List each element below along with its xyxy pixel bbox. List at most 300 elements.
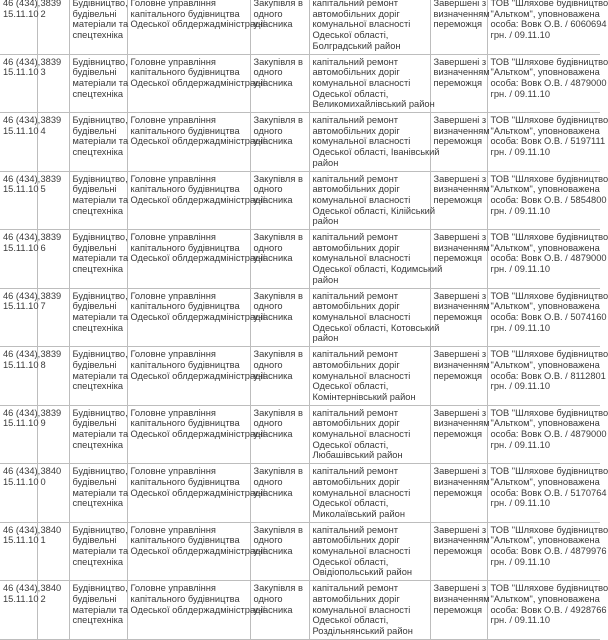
customer-cell-line: капітального будівництва xyxy=(130,125,240,136)
winner-cell-line: "Альтком", уповноважена xyxy=(490,359,600,370)
table-row xyxy=(0,464,600,523)
customer-cell-line: Одеської облдержадміністрації xyxy=(130,604,266,615)
status-cell-line: переможця xyxy=(433,429,483,440)
subject-cell-line: комунальної власності xyxy=(312,370,411,381)
subject-cell-line: капітальний ремонт xyxy=(312,466,399,477)
subject-cell-line: автомобільних доріг xyxy=(312,535,400,546)
issue-cell-line: 15.11.10 xyxy=(3,184,39,195)
subject-cell xyxy=(309,288,440,347)
customer-cell-line: капітального будівництва xyxy=(130,535,240,546)
category-cell-line: спецтехніка xyxy=(72,439,124,450)
subject-cell-line: капітальний ремонт xyxy=(312,173,399,184)
issue-cell-line: 15.11.10 xyxy=(3,476,39,487)
status-cell-line: Завершені з xyxy=(433,232,487,243)
procedure-cell-line: одного xyxy=(253,359,283,370)
category-cell-line: будівельні xyxy=(72,242,117,253)
subject-cell-line: автомобільних доріг xyxy=(312,359,400,370)
customer-cell-line: Одеської облдержадміністрації xyxy=(130,487,266,498)
issue-cell xyxy=(0,0,41,54)
category-cell-line: спецтехніка xyxy=(72,381,124,392)
status-cell xyxy=(430,171,490,230)
category-cell-line: матеріали та xyxy=(72,370,129,381)
customer-cell-line: Головне управління xyxy=(130,583,216,594)
customer-cell-line: Одеської облдержадміністрації xyxy=(130,370,266,381)
category-cell-line: Будівництво, xyxy=(72,583,128,594)
procedure-cell xyxy=(250,230,309,289)
winner-cell-line: ТОВ "Шляхове будівництво xyxy=(490,349,608,360)
subject-cell-line: Одеської області, xyxy=(312,556,389,567)
status-cell-line: Завершені з xyxy=(433,173,487,184)
procedure-cell-line: одного xyxy=(253,593,283,604)
category-cell-line: матеріали та xyxy=(72,429,129,440)
subject-cell-line: Миколаївський район xyxy=(312,508,405,519)
issue-cell-line: 15.11.10 xyxy=(3,125,39,136)
winner-cell-line: "Альтком", уповноважена xyxy=(490,125,600,136)
customer-cell xyxy=(127,171,266,230)
category-cell-line: матеріали та xyxy=(72,487,129,498)
procedure-cell-line: учасника xyxy=(253,136,293,147)
subject-cell xyxy=(309,347,430,406)
category-cell-line: Будівництво, xyxy=(72,115,128,126)
customer-cell xyxy=(127,54,266,113)
subject-cell-line: комунальної власності xyxy=(312,253,411,264)
status-cell xyxy=(430,464,490,523)
winner-cell-line: особа: Вовк О.В. / 5170764 xyxy=(490,487,607,498)
subject-cell-line: автомобільних доріг xyxy=(312,476,400,487)
subject-cell-line: Одеської області, Котовський xyxy=(312,322,440,333)
procedure-cell-line: Закупівля в xyxy=(253,349,303,360)
procedure-cell-line: Закупівля в xyxy=(253,232,303,243)
subject-cell-line: капітальний ремонт xyxy=(312,232,399,243)
issue-cell-line: 15.11.10 xyxy=(3,67,39,78)
issue-cell xyxy=(0,522,41,581)
status-cell-line: визначенням xyxy=(433,418,490,429)
issue-cell-line: 15.11.10 xyxy=(3,535,39,546)
table-row xyxy=(0,347,600,406)
winner-cell-line: "Альтком", уповноважена xyxy=(490,242,600,253)
status-cell xyxy=(430,347,490,406)
category-cell-line: спецтехніка xyxy=(72,615,124,626)
status-cell xyxy=(430,522,490,581)
winner-cell-line: грн. / 09.11.10 xyxy=(490,498,551,509)
subject-cell-line: капітальний ремонт xyxy=(312,583,399,594)
subject-cell-line: капітальний ремонт xyxy=(312,290,399,301)
issue-cell-line: 46 (434), xyxy=(3,349,41,360)
customer-cell-line: Головне управління xyxy=(130,290,216,301)
customer-cell-line: Одеської облдержадміністрації xyxy=(130,429,266,440)
status-cell-line: Завершені з xyxy=(433,0,487,8)
issue-cell xyxy=(0,230,41,289)
subject-cell-line: капітальний ремонт xyxy=(312,407,399,418)
issue-cell-line: 46 (434), xyxy=(3,583,41,594)
subject-cell-line: комунальної власності xyxy=(312,194,411,205)
table-row xyxy=(0,171,600,230)
customer-cell-line: Головне управління xyxy=(130,407,216,418)
number-cell: 38396 xyxy=(37,230,69,289)
customer-cell xyxy=(127,0,266,54)
subject-cell-line: Любашівський район xyxy=(312,450,403,461)
winner-cell xyxy=(487,581,608,640)
winner-cell-line: грн. / 09.11.10 xyxy=(490,147,551,158)
subject-cell xyxy=(309,405,430,464)
category-cell xyxy=(69,288,127,347)
procedure-cell-line: учасника xyxy=(253,487,293,498)
subject-cell-line: Одеської області, xyxy=(312,30,389,41)
procedure-cell-line: учасника xyxy=(253,77,293,88)
customer-cell-line: капітального будівництва xyxy=(130,418,240,429)
winner-cell-line: грн. / 09.11.10 xyxy=(490,381,551,392)
status-cell-line: визначенням xyxy=(433,8,490,19)
subject-cell xyxy=(309,0,430,54)
category-cell-line: матеріали та xyxy=(72,253,129,264)
subject-cell xyxy=(309,230,443,289)
customer-cell xyxy=(127,288,266,347)
subject-cell-line: комунальної власності xyxy=(312,19,411,30)
issue-cell xyxy=(0,581,41,640)
table-row xyxy=(0,405,600,464)
subject-cell-line: Комінтернівський район xyxy=(312,391,416,402)
customer-cell xyxy=(127,464,266,523)
category-cell xyxy=(69,0,127,54)
winner-cell xyxy=(487,464,608,523)
winner-cell-line: особа: Вовк О.В. / 5854800 xyxy=(490,194,607,205)
winner-cell-line: грн. / 09.11.10 xyxy=(490,30,551,41)
status-cell-line: переможця xyxy=(433,604,483,615)
procedure-cell-line: Закупівля в xyxy=(253,466,303,477)
procedure-cell-line: одного xyxy=(253,301,283,312)
procedure-cell-line: учасника xyxy=(253,604,293,615)
status-cell-line: Завершені з xyxy=(433,115,487,126)
status-cell-line: переможця xyxy=(433,487,483,498)
procedure-cell xyxy=(250,171,309,230)
customer-cell-line: Головне управління xyxy=(130,173,216,184)
customer-cell xyxy=(127,522,266,581)
procedure-cell-line: Закупівля в xyxy=(253,407,303,418)
category-cell-line: спецтехніка xyxy=(72,556,124,567)
customer-cell-line: капітального будівництва xyxy=(130,476,240,487)
winner-cell-line: ТОВ "Шляхове будівництво xyxy=(490,173,608,184)
customer-cell-line: Одеської облдержадміністрації xyxy=(130,546,266,557)
subject-cell xyxy=(309,113,440,172)
subject-cell-line: автомобільних доріг xyxy=(312,593,400,604)
customer-cell-line: капітального будівництва xyxy=(130,184,240,195)
winner-cell-line: ТОВ "Шляхове будівництво xyxy=(490,583,608,594)
winner-cell-line: особа: Вовк О.В. / 4928766 xyxy=(490,604,607,615)
winner-cell-line: ТОВ "Шляхове будівництво xyxy=(490,232,608,243)
issue-cell-line: 46 (434), xyxy=(3,232,41,243)
customer-cell xyxy=(127,405,266,464)
winner-cell xyxy=(487,347,608,406)
number-cell: 38394 xyxy=(37,113,69,172)
subject-cell-line: комунальної власності xyxy=(312,136,411,147)
issue-cell-line: 46 (434), xyxy=(3,524,41,535)
procedure-cell xyxy=(250,0,309,54)
subject-cell-line: автомобільних доріг xyxy=(312,242,400,253)
subject-cell-line: комунальної власності xyxy=(312,77,411,88)
subject-cell-line: Одеської області, Кодимський xyxy=(312,264,443,275)
procedure-cell-line: одного xyxy=(253,8,283,19)
status-cell-line: визначенням xyxy=(433,593,490,604)
category-cell-line: спецтехніка xyxy=(72,264,124,275)
winner-cell-line: "Альтком", уповноважена xyxy=(490,418,600,429)
category-cell-line: будівельні xyxy=(72,535,117,546)
subject-cell-line: район xyxy=(312,216,339,227)
status-cell-line: визначенням xyxy=(433,359,490,370)
customer-cell-line: Одеської облдержадміністрації xyxy=(130,77,266,88)
subject-cell-line: комунальної власності xyxy=(312,604,411,615)
subject-cell-line: Одеської області, xyxy=(312,88,389,99)
subject-cell-line: комунальної власності xyxy=(312,429,411,440)
procedure-cell-line: Закупівля в xyxy=(253,173,303,184)
winner-cell-line: грн. / 09.11.10 xyxy=(490,322,551,333)
winner-cell xyxy=(487,522,608,581)
winner-cell-line: грн. / 09.11.10 xyxy=(490,439,551,450)
customer-cell-line: Одеської облдержадміністрації xyxy=(130,253,266,264)
procedure-cell-line: Закупівля в xyxy=(253,115,303,126)
winner-cell xyxy=(487,288,608,347)
category-cell-line: спецтехніка xyxy=(72,147,124,158)
subject-cell-line: Одеської області, xyxy=(312,439,389,450)
status-cell-line: переможця xyxy=(433,311,483,322)
customer-cell-line: Головне управління xyxy=(130,466,216,477)
winner-cell-line: особа: Вовк О.В. / 4879976 xyxy=(490,546,607,557)
table-row xyxy=(0,230,600,289)
status-cell-line: переможця xyxy=(433,136,483,147)
winner-cell-line: "Альтком", уповноважена xyxy=(490,184,600,195)
subject-cell-line: автомобільних доріг xyxy=(312,67,400,78)
issue-cell-line: 46 (434), xyxy=(3,407,41,418)
customer-cell-line: Головне управління xyxy=(130,56,216,67)
procedure-cell-line: одного xyxy=(253,125,283,136)
customer-cell-line: капітального будівництва xyxy=(130,8,240,19)
category-cell-line: Будівництво, xyxy=(72,0,128,8)
procedure-cell-line: учасника xyxy=(253,194,293,205)
customer-cell xyxy=(127,347,266,406)
category-cell-line: будівельні xyxy=(72,8,117,19)
issue-cell-line: 15.11.10 xyxy=(3,8,39,19)
winner-cell-line: грн. / 09.11.10 xyxy=(490,205,551,216)
category-cell-line: матеріали та xyxy=(72,194,129,205)
subject-cell xyxy=(309,464,430,523)
subject-cell-line: Великомихайлівський район xyxy=(312,99,435,110)
winner-cell-line: грн. / 09.11.10 xyxy=(490,556,551,567)
procedure-cell-line: Закупівля в xyxy=(253,0,303,8)
winner-cell-line: грн. / 09.11.10 xyxy=(490,615,551,626)
winner-cell-line: "Альтком", уповноважена xyxy=(490,535,600,546)
status-cell-line: Завершені з xyxy=(433,407,487,418)
subject-cell-line: Овідіопольський район xyxy=(312,567,413,578)
status-cell-line: визначенням xyxy=(433,535,490,546)
category-cell-line: спецтехніка xyxy=(72,498,124,509)
status-cell-line: переможця xyxy=(433,370,483,381)
winner-cell-line: особа: Вовк О.В. / 5197111 xyxy=(490,136,606,147)
procedure-cell-line: учасника xyxy=(253,19,293,30)
issue-cell-line: 15.11.10 xyxy=(3,359,39,370)
status-cell-line: переможця xyxy=(433,546,483,557)
customer-cell-line: капітального будівництва xyxy=(130,593,240,604)
category-cell-line: Будівництво, xyxy=(72,56,128,67)
subject-cell xyxy=(309,54,435,113)
issue-cell-line: 46 (434), xyxy=(3,115,41,126)
customer-cell xyxy=(127,581,266,640)
category-cell-line: будівельні xyxy=(72,593,117,604)
procedure-cell-line: одного xyxy=(253,67,283,78)
winner-cell-line: особа: Вовк О.В. / 6060694 xyxy=(490,19,607,30)
number-cell: 38392 xyxy=(37,0,69,54)
category-cell-line: спецтехніка xyxy=(72,88,124,99)
status-cell xyxy=(430,230,490,289)
status-cell xyxy=(430,288,490,347)
status-cell-line: переможця xyxy=(433,19,483,30)
procedure-cell-line: одного xyxy=(253,184,283,195)
customer-cell-line: Головне управління xyxy=(130,0,216,8)
procedure-cell-line: Закупівля в xyxy=(253,524,303,535)
subject-cell-line: автомобільних доріг xyxy=(312,125,400,136)
procedure-cell-line: учасника xyxy=(253,370,293,381)
category-cell-line: матеріали та xyxy=(72,136,129,147)
issue-cell xyxy=(0,54,41,113)
category-cell xyxy=(69,581,127,640)
status-cell-line: визначенням xyxy=(433,242,490,253)
procedure-cell xyxy=(250,54,309,113)
customer-cell-line: Головне управління xyxy=(130,115,216,126)
subject-cell-line: комунальної власності xyxy=(312,311,411,322)
number-cell: 38395 xyxy=(37,171,69,230)
issue-cell xyxy=(0,464,41,523)
category-cell xyxy=(69,54,127,113)
subject-cell-line: район xyxy=(312,157,339,168)
category-cell-line: матеріали та xyxy=(72,604,129,615)
winner-cell-line: ТОВ "Шляхове будівництво xyxy=(490,0,608,8)
table-row xyxy=(0,522,600,581)
issue-cell-line: 46 (434), xyxy=(3,0,41,8)
category-cell xyxy=(69,171,127,230)
winner-cell xyxy=(487,230,608,289)
subject-cell xyxy=(309,581,430,640)
procedure-cell-line: учасника xyxy=(253,253,293,264)
category-cell-line: Будівництво, xyxy=(72,290,128,301)
subject-cell-line: Роздільнянський район xyxy=(312,625,413,636)
category-cell xyxy=(69,113,127,172)
issue-cell-line: 46 (434), xyxy=(3,466,41,477)
subject-cell-line: автомобільних доріг xyxy=(312,418,400,429)
subject-cell-line: район xyxy=(312,274,339,285)
subject-cell-line: автомобільних доріг xyxy=(312,184,400,195)
status-cell-line: Завершені з xyxy=(433,290,487,301)
issue-cell xyxy=(0,288,41,347)
subject-cell-line: Одеської області, xyxy=(312,381,389,392)
subject-cell-line: Одеської області, Іванівський xyxy=(312,147,440,158)
procedure-cell xyxy=(250,464,309,523)
customer-cell-line: Одеської облдержадміністрації xyxy=(130,19,266,30)
category-cell xyxy=(69,405,127,464)
number-cell: 38400 xyxy=(37,464,69,523)
subject-cell-line: капітальний ремонт xyxy=(312,115,399,126)
category-cell-line: Будівництво, xyxy=(72,232,128,243)
issue-cell xyxy=(0,405,41,464)
table-row xyxy=(0,54,600,113)
category-cell-line: матеріали та xyxy=(72,546,129,557)
category-cell xyxy=(69,464,127,523)
issue-cell-line: 46 (434), xyxy=(3,290,41,301)
category-cell-line: матеріали та xyxy=(72,311,129,322)
subject-cell-line: капітальний ремонт xyxy=(312,349,399,360)
number-cell: 38402 xyxy=(37,581,69,640)
subject-cell-line: район xyxy=(312,333,339,344)
procedure-cell-line: учасника xyxy=(253,311,293,322)
category-cell-line: будівельні xyxy=(72,184,117,195)
status-cell-line: Завершені з xyxy=(433,524,487,535)
winner-cell xyxy=(487,405,608,464)
customer-cell-line: капітального будівництва xyxy=(130,242,240,253)
winner-cell-line: "Альтком", уповноважена xyxy=(490,476,600,487)
subject-cell-line: комунальної власності xyxy=(312,546,411,557)
customer-cell-line: Одеської облдержадміністрації xyxy=(130,194,266,205)
subject-cell xyxy=(309,522,430,581)
issue-cell-line: 15.11.10 xyxy=(3,593,39,604)
winner-cell-line: "Альтком", уповноважена xyxy=(490,593,600,604)
status-cell xyxy=(430,113,490,172)
status-cell-line: Завершені з xyxy=(433,583,487,594)
winner-cell-line: ТОВ "Шляхове будівництво xyxy=(490,290,608,301)
winner-cell-line: особа: Вовк О.В. / 4879000 xyxy=(490,253,607,264)
customer-cell-line: капітального будівництва xyxy=(130,359,240,370)
subject-cell-line: капітальний ремонт xyxy=(312,0,399,8)
status-cell-line: визначенням xyxy=(433,67,490,78)
winner-cell-line: грн. / 09.11.10 xyxy=(490,88,551,99)
subject-cell xyxy=(309,171,436,230)
procedure-cell xyxy=(250,347,309,406)
winner-cell-line: особа: Вовк О.В. / 8112801 xyxy=(490,370,606,381)
category-cell-line: будівельні xyxy=(72,67,117,78)
status-cell-line: визначенням xyxy=(433,184,490,195)
customer-cell xyxy=(127,113,266,172)
issue-cell xyxy=(0,113,41,172)
procedure-cell xyxy=(250,405,309,464)
customer-cell-line: Головне управління xyxy=(130,349,216,360)
winner-cell-line: особа: Вовк О.В. / 5074160 xyxy=(490,311,607,322)
issue-cell-line: 15.11.10 xyxy=(3,418,39,429)
status-cell-line: Завершені з xyxy=(433,56,487,67)
customer-cell-line: Одеської облдержадміністрації xyxy=(130,136,266,147)
status-cell-line: Завершені з xyxy=(433,466,487,477)
status-cell-line: Завершені з xyxy=(433,349,487,360)
category-cell-line: Будівництво, xyxy=(72,466,128,477)
issue-cell xyxy=(0,347,41,406)
subject-cell-line: Болградський район xyxy=(312,40,401,51)
winner-cell-line: "Альтком", уповноважена xyxy=(490,301,600,312)
issue-cell-line: 46 (434), xyxy=(3,173,41,184)
status-cell-line: переможця xyxy=(433,253,483,264)
winner-cell-line: особа: Вовк О.В. / 4879000 xyxy=(490,77,607,88)
category-cell-line: будівельні xyxy=(72,476,117,487)
number-cell: 38399 xyxy=(37,405,69,464)
category-cell-line: матеріали та xyxy=(72,19,129,30)
table-row xyxy=(0,0,600,54)
subject-cell-line: Одеської області, xyxy=(312,498,389,509)
category-cell-line: матеріали та xyxy=(72,77,129,88)
status-cell-line: переможця xyxy=(433,194,483,205)
procedure-cell-line: учасника xyxy=(253,429,293,440)
winner-cell-line: особа: Вовк О.В. / 4879000 xyxy=(490,429,607,440)
status-cell-line: переможця xyxy=(433,77,483,88)
procedure-cell xyxy=(250,288,309,347)
procedure-cell-line: одного xyxy=(253,535,283,546)
winner-cell-line: ТОВ "Шляхове будівництво xyxy=(490,524,608,535)
procedure-cell-line: учасника xyxy=(253,546,293,557)
customer-cell-line: капітального будівництва xyxy=(130,67,240,78)
subject-cell-line: капітальний ремонт xyxy=(312,56,399,67)
